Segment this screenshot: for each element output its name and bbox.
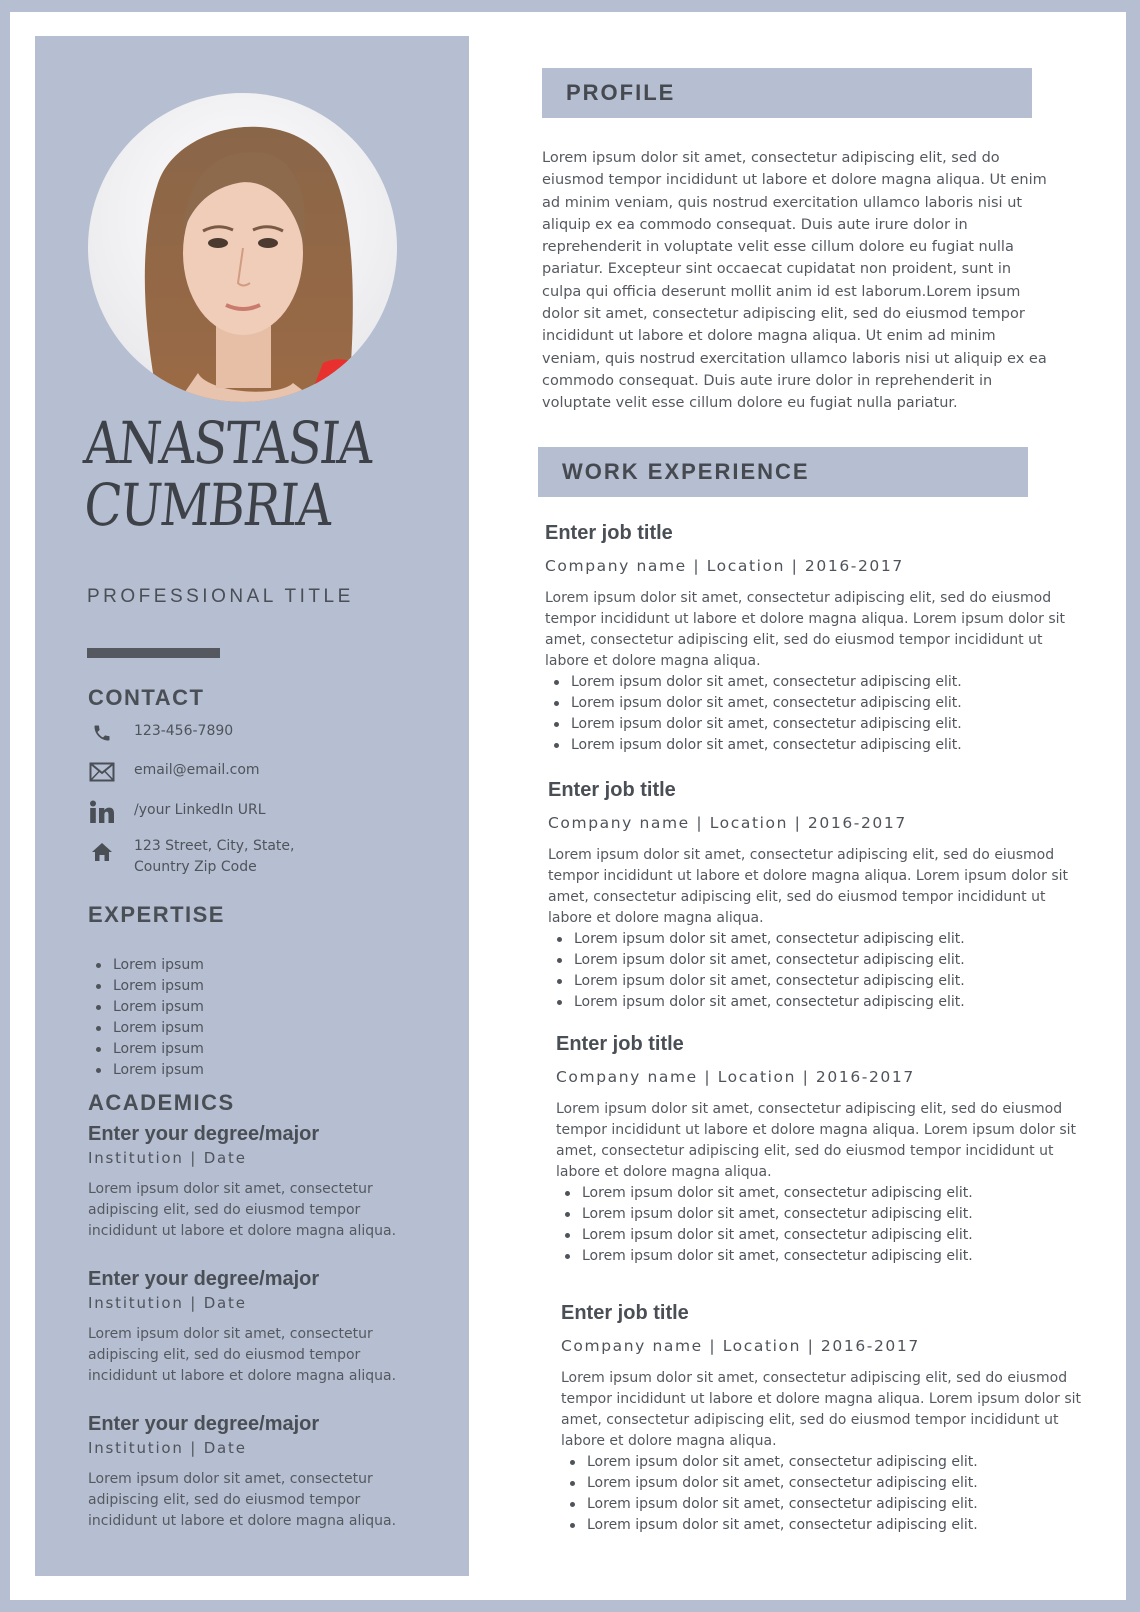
list-item: Lorem ipsum dolor sit amet, consectetur adipiscing elit. xyxy=(571,672,1065,693)
list-item: Lorem ipsum dolor sit amet, consectetur adipiscing elit. xyxy=(582,1225,1076,1246)
degree-title: Enter your degree/major xyxy=(88,1268,320,1290)
degree-institution: Institution | Date xyxy=(88,1294,247,1312)
list-item: Lorem ipsum dolor sit amet, consectetur adipiscing elit. xyxy=(587,1494,1081,1515)
list-item: Lorem ipsum dolor sit amet, consectetur adipiscing elit. xyxy=(587,1473,1081,1494)
job-entry xyxy=(548,779,1068,1013)
phone-icon xyxy=(88,721,116,745)
job-description: Lorem ipsum dolor sit amet, consectetur adipiscing elit, sed do eiusmod tempor incididunt ut labore et dolore magna aliqua. Lorem ipsum dolor sit amet, consectetur adipiscing elit, sed do eiusmod tempor incididunt ut labore et dolore magna aliqua. xyxy=(556,1101,1077,1180)
list-item: Lorem ipsum dolor sit amet, consectetur adipiscing elit. xyxy=(582,1183,1076,1204)
divider-bar xyxy=(87,648,220,658)
address-line-2: Country Zip Code xyxy=(134,859,257,875)
degree-description: Lorem ipsum dolor sit amet, consectetur adipiscing elit, sed do eiusmod tempor incididunt ut labore et dolore magna aliqua. xyxy=(88,1471,397,1529)
profile-text: Lorem ipsum dolor sit amet, consectetur adipiscing elit, sed do eiusmod tempor incididunt ut labore et dolore magna aliqua. Ut enim ad minim veniam, quis nostrud exercitation ullamco laboris nisi ut aliquip ex ea commodo consequat. Duis aute irure dolor in reprehenderit in voluptate velit esse cillum dolore eu fugiat nulla pariatur. Excepteur sint occaecat cupidatat non proident, sunt in culpa qui officia deserunt mollit anim id est laborum.Lorem ipsum dolor sit amet, consectetur adipiscing elit, sed do eiusmod tempor incididunt ut labore et dolore magna aliqua. Ut enim ad minim veniam, quis nostrud exercitation ullamco laboris nisi ut aliquip ex ea commodo consequat. Duis aute irure dolor in reprehenderit in voluptate velit esse cillum dolore eu fugiat nulla pariatur. xyxy=(542,150,1047,412)
degree-description: Lorem ipsum dolor sit amet, consectetur adipiscing elit, sed do eiusmod tempor incididunt ut labore et dolore magna aliqua. xyxy=(88,1181,397,1239)
home-icon xyxy=(88,840,116,864)
list-item: Lorem ipsum dolor sit amet, consectetur adipiscing elit. xyxy=(571,693,1065,714)
sidebar xyxy=(35,36,469,1576)
work-experience-heading: WORK EXPERIENCE xyxy=(538,447,1028,497)
degree-entry xyxy=(88,1268,418,1387)
expertise-list xyxy=(113,955,204,1081)
profile-heading: PROFILE xyxy=(542,68,1032,118)
job-entry xyxy=(561,1302,1081,1536)
degree-entry xyxy=(88,1413,418,1532)
job-bullets xyxy=(574,929,1068,1013)
resume-page xyxy=(10,12,1126,1600)
phone-text[interactable]: 123-456-7890 xyxy=(134,723,234,739)
list-item: Lorem ipsum dolor sit amet, consectetur adipiscing elit. xyxy=(571,735,1065,756)
linkedin-icon xyxy=(88,800,116,824)
expertise-heading: EXPERTISE xyxy=(88,902,225,927)
address-text xyxy=(134,836,294,878)
list-item: Lorem ipsum xyxy=(113,1039,204,1060)
job-bullets xyxy=(571,672,1065,756)
job-description: Lorem ipsum dolor sit amet, consectetur adipiscing elit, sed do eiusmod tempor incididunt ut labore et dolore magna aliqua. Lorem ipsum dolor sit amet, consectetur adipiscing elit, sed do eiusmod tempor incididunt ut labore et dolore magna aliqua. xyxy=(548,847,1069,926)
list-item: Lorem ipsum xyxy=(113,997,204,1018)
email-icon xyxy=(88,760,116,784)
job-description: Lorem ipsum dolor sit amet, consectetur adipiscing elit, sed do eiusmod tempor incididunt ut labore et dolore magna aliqua. Lorem ipsum dolor sit amet, consectetur adipiscing elit, sed do eiusmod tempor incididunt ut labore et dolore magna aliqua. xyxy=(561,1370,1082,1449)
job-bullets xyxy=(582,1183,1076,1267)
contact-address xyxy=(88,836,294,878)
contact-heading: CONTACT xyxy=(88,685,205,710)
job-title: Enter job title xyxy=(545,522,673,544)
job-meta: Company name | Location | 2016-2017 xyxy=(556,1068,915,1086)
list-item: Lorem ipsum dolor sit amet, consectetur adipiscing elit. xyxy=(574,971,1068,992)
contact-email xyxy=(88,760,260,784)
contact-phone xyxy=(88,721,233,745)
address-line-1: 123 Street, City, State, xyxy=(134,838,295,854)
email-text[interactable]: email@email.com xyxy=(134,762,260,778)
list-item: Lorem ipsum xyxy=(113,955,204,976)
job-bullets xyxy=(587,1452,1081,1536)
contact-linkedin xyxy=(88,800,266,824)
list-item: Lorem ipsum dolor sit amet, consectetur adipiscing elit. xyxy=(582,1246,1076,1267)
job-entry xyxy=(545,522,1065,756)
name-first: ANASTASIA xyxy=(81,409,375,477)
job-description: Lorem ipsum dolor sit amet, consectetur adipiscing elit, sed do eiusmod tempor incididunt ut labore et dolore magna aliqua. Lorem ipsum dolor sit amet, consectetur adipiscing elit, sed do eiusmod tempor incididunt ut labore et dolore magna aliqua. xyxy=(545,590,1066,669)
job-meta: Company name | Location | 2016-2017 xyxy=(561,1337,920,1355)
list-item: Lorem ipsum xyxy=(113,976,204,997)
degree-title: Enter your degree/major xyxy=(88,1413,320,1435)
job-entry xyxy=(556,1033,1076,1267)
degree-institution: Institution | Date xyxy=(88,1439,247,1457)
name-last: CUMBRIA xyxy=(81,471,334,539)
job-meta: Company name | Location | 2016-2017 xyxy=(545,557,904,575)
degree-institution: Institution | Date xyxy=(88,1149,247,1167)
linkedin-text[interactable]: /your LinkedIn URL xyxy=(134,802,266,818)
list-item: Lorem ipsum dolor sit amet, consectetur adipiscing elit. xyxy=(587,1515,1081,1536)
degree-description: Lorem ipsum dolor sit amet, consectetur adipiscing elit, sed do eiusmod tempor incididunt ut labore et dolore magna aliqua. xyxy=(88,1326,397,1384)
job-meta: Company name | Location | 2016-2017 xyxy=(548,814,907,832)
degree-title: Enter your degree/major xyxy=(88,1123,320,1145)
job-title: Enter job title xyxy=(548,779,676,801)
list-item: Lorem ipsum dolor sit amet, consectetur adipiscing elit. xyxy=(571,714,1065,735)
list-item: Lorem ipsum dolor sit amet, consectetur adipiscing elit. xyxy=(582,1204,1076,1225)
list-item: Lorem ipsum dolor sit amet, consectetur adipiscing elit. xyxy=(574,992,1068,1013)
list-item: Lorem ipsum dolor sit amet, consectetur adipiscing elit. xyxy=(574,929,1068,950)
degree-entry xyxy=(88,1123,418,1242)
list-item: Lorem ipsum xyxy=(113,1060,204,1081)
list-item: Lorem ipsum dolor sit amet, consectetur adipiscing elit. xyxy=(574,950,1068,971)
job-title: Enter job title xyxy=(561,1302,689,1324)
professional-title: PROFESSIONAL TITLE xyxy=(87,586,354,607)
academics-heading: ACADEMICS xyxy=(88,1090,235,1115)
profile-photo xyxy=(88,93,397,402)
job-title: Enter job title xyxy=(556,1033,684,1055)
list-item: Lorem ipsum dolor sit amet, consectetur adipiscing elit. xyxy=(587,1452,1081,1473)
list-item: Lorem ipsum xyxy=(113,1018,204,1039)
